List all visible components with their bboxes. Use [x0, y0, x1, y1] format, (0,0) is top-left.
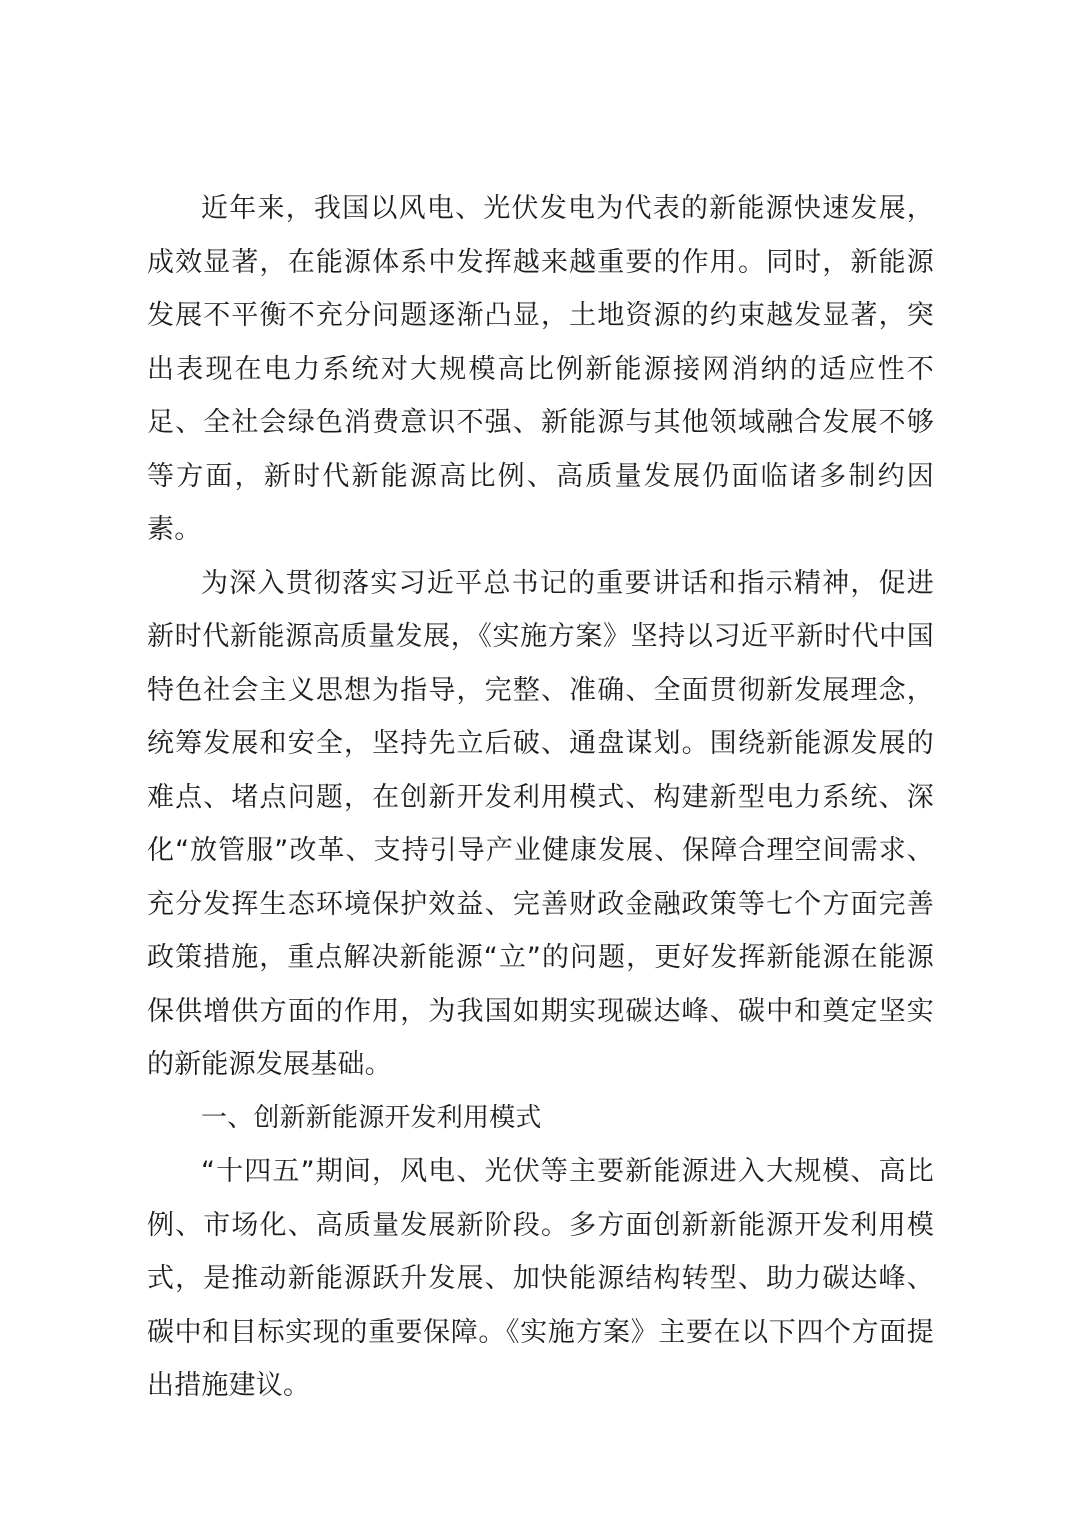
paragraph-objectives: 为深入贯彻落实习近平总书记的重要讲话和指示精神，促进新时代新能源高质量发展，《实施方案》坚持以习近平新时代中国特色社会主义思想为指导，完整、准确、全面贯彻新发展理念，统筹发展和安全，坚持先立后破、通盘谋划。围绕新能源发展的难点、堵点问题，在创新开发利用模式、构建新型电力系统、深化“放管服”改革、支持引导产业健康发展、保障合理空间需求、充分发挥生态环境保护效益、完善财政金融政策等七个方面完善政策措施，重点解决新能源“立”的问题，更好发挥新能源在能源保供增供方面的作用，为我国如期实现碳达峰、碳中和奠定坚实的新能源发展基础。 [147, 567, 934, 1080]
document-body [147, 182, 934, 1413]
paragraph-background: 近年来，我国以风电、光伏发电为代表的新能源快速发展，成效显著，在能源体系中发挥越来越重要的作用。同时，新能源发展不平衡不充分问题逐渐凸显，土地资源的约束越发显著，突出表现在电力系统对大规模高比例新能源接网消纳的适应性不足、全社会绿色消费意识不强、新能源与其他领域融合发展不够等方面，新时代新能源高比例、高质量发展仍面临诸多制约因素。 [147, 193, 934, 545]
section-heading: 一、创新新能源开发利用模式 [201, 1102, 542, 1133]
paragraph-section-intro: “十四五”期间，风电、光伏等主要新能源进入大规模、高比例、市场化、高质量发展新阶段。多方面创新新能源开发利用模式，是推动新能源跃升发展、加快能源结构转型、助力碳达峰、碳中和目标实现的重要保障。《实施方案》主要在以下四个方面提出措施建议。 [147, 1156, 934, 1401]
